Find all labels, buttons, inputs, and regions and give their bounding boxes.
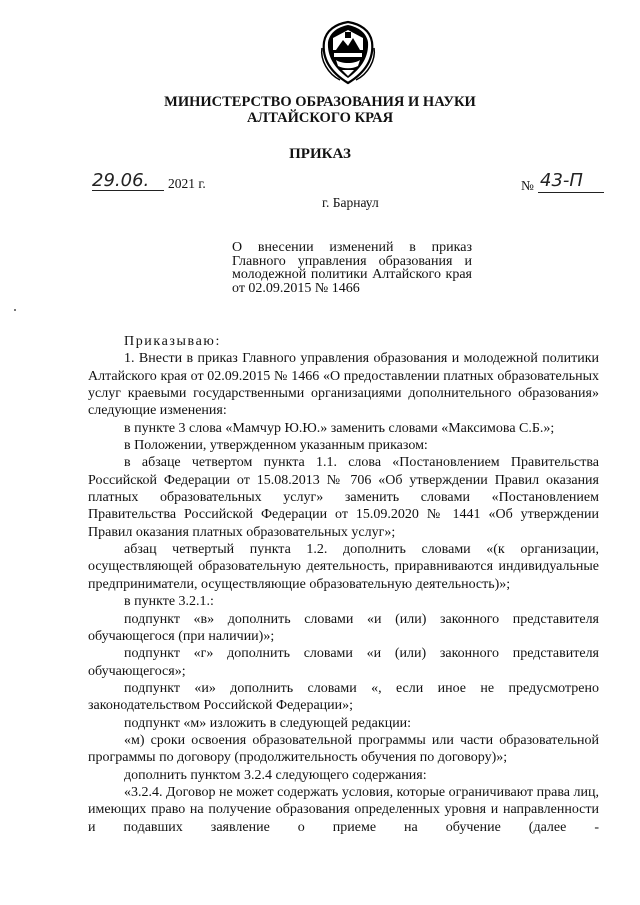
paragraph-8: подпункт «г» дополнить словами «и (или) законного представителя обучающегося»; (88, 646, 599, 679)
city-name: г. Барнаул (322, 195, 379, 210)
paragraph-12: дополнить пунктом 3.2.4 следующего содержания: (124, 767, 427, 783)
paragraph-11: «м) сроки освоения образовательной программы или части образовательной программы по договору (продолжительность обучения по договору)»; (88, 732, 599, 766)
order-body (88, 333, 599, 836)
paragraph-9: подпункт «и» дополнить словами «, если иное не предусмотрено законодательством Российской Федерации»; (88, 680, 599, 714)
paragraph-3: в Положении, утвержденном указанным приказом: (124, 438, 428, 454)
paragraph-1: 1. Внести в приказ Главного управления образования и молодежной политики Алтайского края от 02.09.2015 № 1466 «О предоставлении платных образовательных услуг краевыми государственными организациями дополнительного образования» следующие изменения: (88, 351, 599, 419)
handwritten-date: 29.06. (92, 170, 150, 191)
paragraph-4: в абзаце четвертом пункта 1.1. слова «Постановлением Правительства Российской Федерации от 15.08.2013 № 706 «Об утверждении Правил оказания платных образовательных услуг» заменить словами «Постановлением Правительства Российской Федерации от 15.09.2020 № 1441 «Об утверждении Правил оказания платных образовательных услуг»; (88, 455, 599, 540)
number-sign: № (521, 178, 534, 193)
paragraph-13: «3.2.4. Договор не может содержать условия, которые ограничивают права лиц, имеющих право на получение образования определенных уровня и направленности и подавших заявление о приеме на обучение (далее - (88, 784, 599, 835)
date-year: 2021 г. (168, 176, 206, 191)
scan-speck (14, 309, 16, 311)
paragraph-10: подпункт «м» изложить в следующей редакции: (124, 715, 412, 731)
coat-of-arms-emblem (316, 20, 380, 86)
ministry-name-line2: АЛТАЙСКОГО КРАЯ (246, 110, 394, 126)
order-opening: Приказываю: (124, 334, 221, 349)
paragraph-2: в пункте 3 слова «Мамчур Ю.Ю.» заменить словами «Максимова С.Б.»; (124, 420, 555, 436)
ministry-name-line1: МИНИСТЕРСТВО ОБРАЗОВАНИЯ И НАУКИ (164, 94, 476, 110)
paragraph-7: подпункт «в» дополнить словами «и (или) законного представителя обучающегося (при наличии)»; (88, 611, 599, 644)
date-underline (92, 190, 164, 191)
paragraph-6: в пункте 3.2.1.: (124, 594, 214, 610)
paragraph-5: абзац четвертый пункта 1.2. дополнить словами «(к организации, осуществляющей образовательную деятельность, приравниваются индивидуальные предприниматели, осуществляющие образовательную деятельность)»; (88, 542, 599, 592)
handwritten-order-number: 43-П (540, 170, 583, 191)
document-type-title: ПРИКАЗ (289, 146, 351, 162)
order-subject: О внесении изменений в приказ Главного управления образования и молодежной политики Алтайского края от 02.09.2015 № 1466 (232, 240, 472, 296)
number-underline (538, 192, 604, 193)
